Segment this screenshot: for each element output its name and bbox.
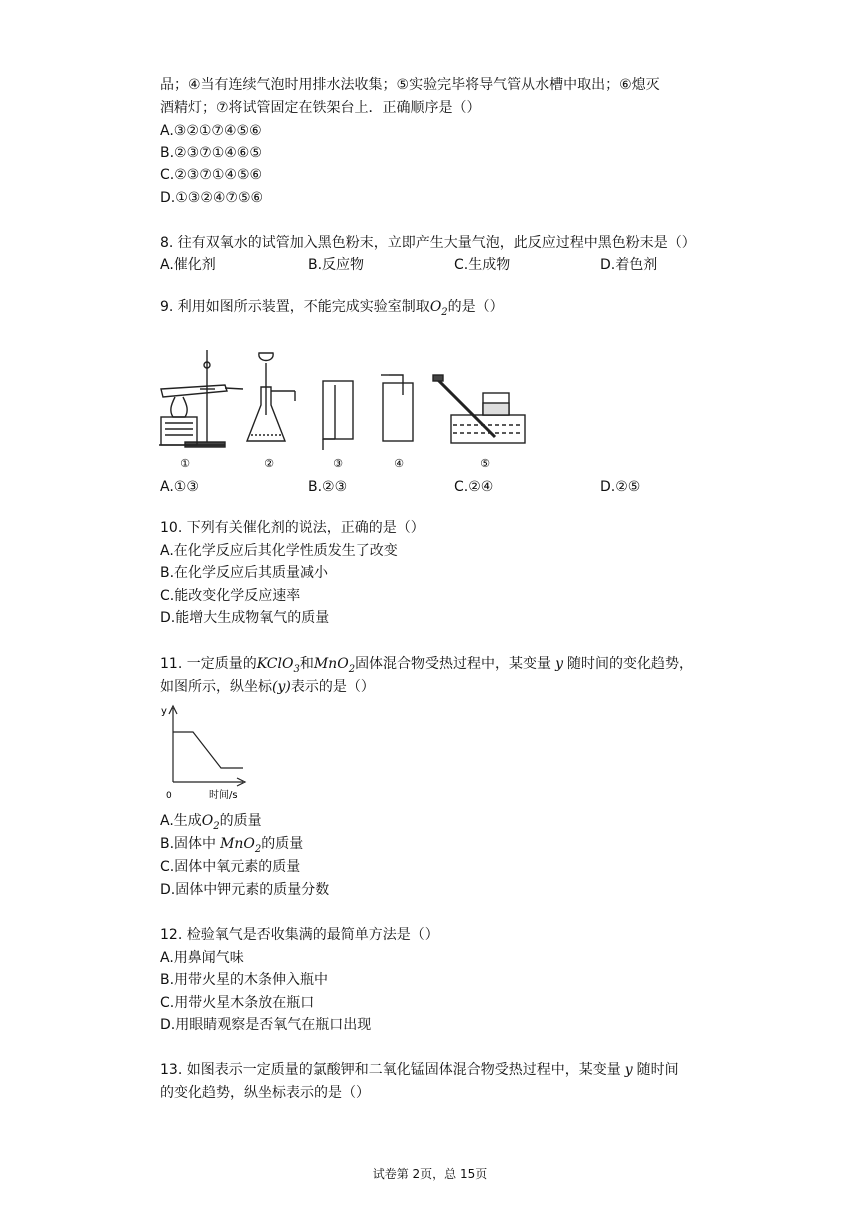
- graph-x-label: 时间/s: [209, 790, 238, 801]
- q10-option-d: D.能增大生成物氧气的质量: [160, 610, 330, 626]
- q10-stem: 10. 下列有关催化剂的说法，正确的是（）: [160, 520, 425, 536]
- q9-option-c: C.②④: [454, 479, 494, 495]
- apparatus-3-downward-collection: [323, 381, 353, 450]
- q11-option-b: B.固体中 MnO$_2$的质量: [160, 836, 304, 855]
- q8-option-c: C.生成物: [454, 257, 511, 273]
- q8-option-a: A.催化剂: [160, 257, 216, 273]
- q9-option-d: D.②⑤: [600, 479, 641, 495]
- q7-line1: 品；④当有连续气泡时用排水法收集；⑤实验完毕将导气管从水槽中取出；⑥熄灭: [160, 77, 660, 93]
- apparatus-4-upward-collection: [381, 375, 413, 441]
- figure-label-5: ⑤: [480, 457, 490, 470]
- q10-option-c: C.能改变化学反应速率: [160, 588, 301, 604]
- q8-option-b: B.反应物: [308, 257, 365, 273]
- q8-options: [160, 255, 720, 275]
- graph-origin: 0: [166, 791, 172, 801]
- q7-option-a: A.③②①⑦④⑤⑥: [160, 123, 262, 139]
- q7-option-c: C.②③⑦①④⑤⑥: [160, 167, 263, 183]
- q13-stem-line1: 13. 如图表示一定质量的氯酸钾和二氧化锰固体混合物受热过程中，某变量 y 随时间: [160, 1062, 679, 1078]
- q7-line2: 酒精灯；⑦将试管固定在铁架台上．正确顺序是（）: [160, 100, 481, 116]
- q12-option-d: D.用眼睛观察是否氧气在瓶口出现: [160, 1017, 372, 1033]
- q11-stem-line1: 11. 一定质量的KClO$_3$和MnO$_2$固体混合物受热过程中，某变量 y 随时间的变化趋势，: [160, 656, 693, 675]
- q11-option-c: C.固体中氧元素的质量: [160, 859, 301, 875]
- q12-option-c: C.用带火星木条放在瓶口: [160, 995, 315, 1011]
- trend-line: [173, 732, 243, 768]
- q9-option-b: B.②③: [308, 479, 348, 495]
- figure-label-2: ②: [264, 457, 274, 470]
- q11-option-d: D.固体中钾元素的质量分数: [160, 882, 330, 898]
- q8-stem: 8. 往有双氧水的试管加入黑色粉末，立即产生大量气泡，此反应过程中黑色粉末是（）: [160, 235, 696, 251]
- q10-option-b: B.在化学反应后其质量减小: [160, 565, 329, 581]
- kclo3-formula: KClO$_3$: [256, 656, 300, 675]
- q13-stem-line2: 的变化趋势，纵坐标表示的是（）: [160, 1085, 370, 1101]
- page-footer: 试卷第 2页，总 15页: [372, 1167, 488, 1181]
- graph-y-label: y: [161, 706, 167, 717]
- q11-graph: [155, 702, 255, 802]
- q9-stem: 9. 利用如图所示装置，不能完成实验室制取$O_2$的是（）: [160, 299, 504, 318]
- q11-stem-line2: 如图所示，纵坐标(y)表示的是（）: [160, 679, 375, 695]
- apparatus-5-water-trough: [433, 375, 525, 443]
- mno2-formula: MnO$_2$: [313, 656, 356, 675]
- q7-option-d: D.①③②④⑦⑤⑥: [160, 190, 264, 206]
- q12-option-a: A.用鼻闻气味: [160, 950, 244, 966]
- q11-option-a: A.生成$O_2$的质量: [160, 813, 262, 832]
- figure-label-4: ④: [394, 457, 404, 470]
- o2-formula: $O_2$: [429, 299, 448, 318]
- q7-option-b: B.②③⑦①④⑥⑤: [160, 145, 262, 161]
- apparatus-1-heating-tube: [159, 350, 243, 447]
- q9-apparatus-figure: [155, 345, 535, 475]
- apparatus-2-flask-funnel: [247, 353, 295, 441]
- q12-stem: 12. 检验氧气是否收集满的最简单方法是（）: [160, 927, 439, 943]
- figure-label-1: ①: [180, 457, 190, 470]
- q10-option-a: A.在化学反应后其化学性质发生了改变: [160, 543, 398, 559]
- figure-label-3: ③: [333, 457, 343, 470]
- q9-options: [160, 477, 720, 497]
- q9-option-a: A.①③: [160, 479, 199, 495]
- q8-option-d: D.着色剂: [600, 257, 658, 273]
- q12-option-b: B.用带火星的木条伸入瓶中: [160, 972, 329, 988]
